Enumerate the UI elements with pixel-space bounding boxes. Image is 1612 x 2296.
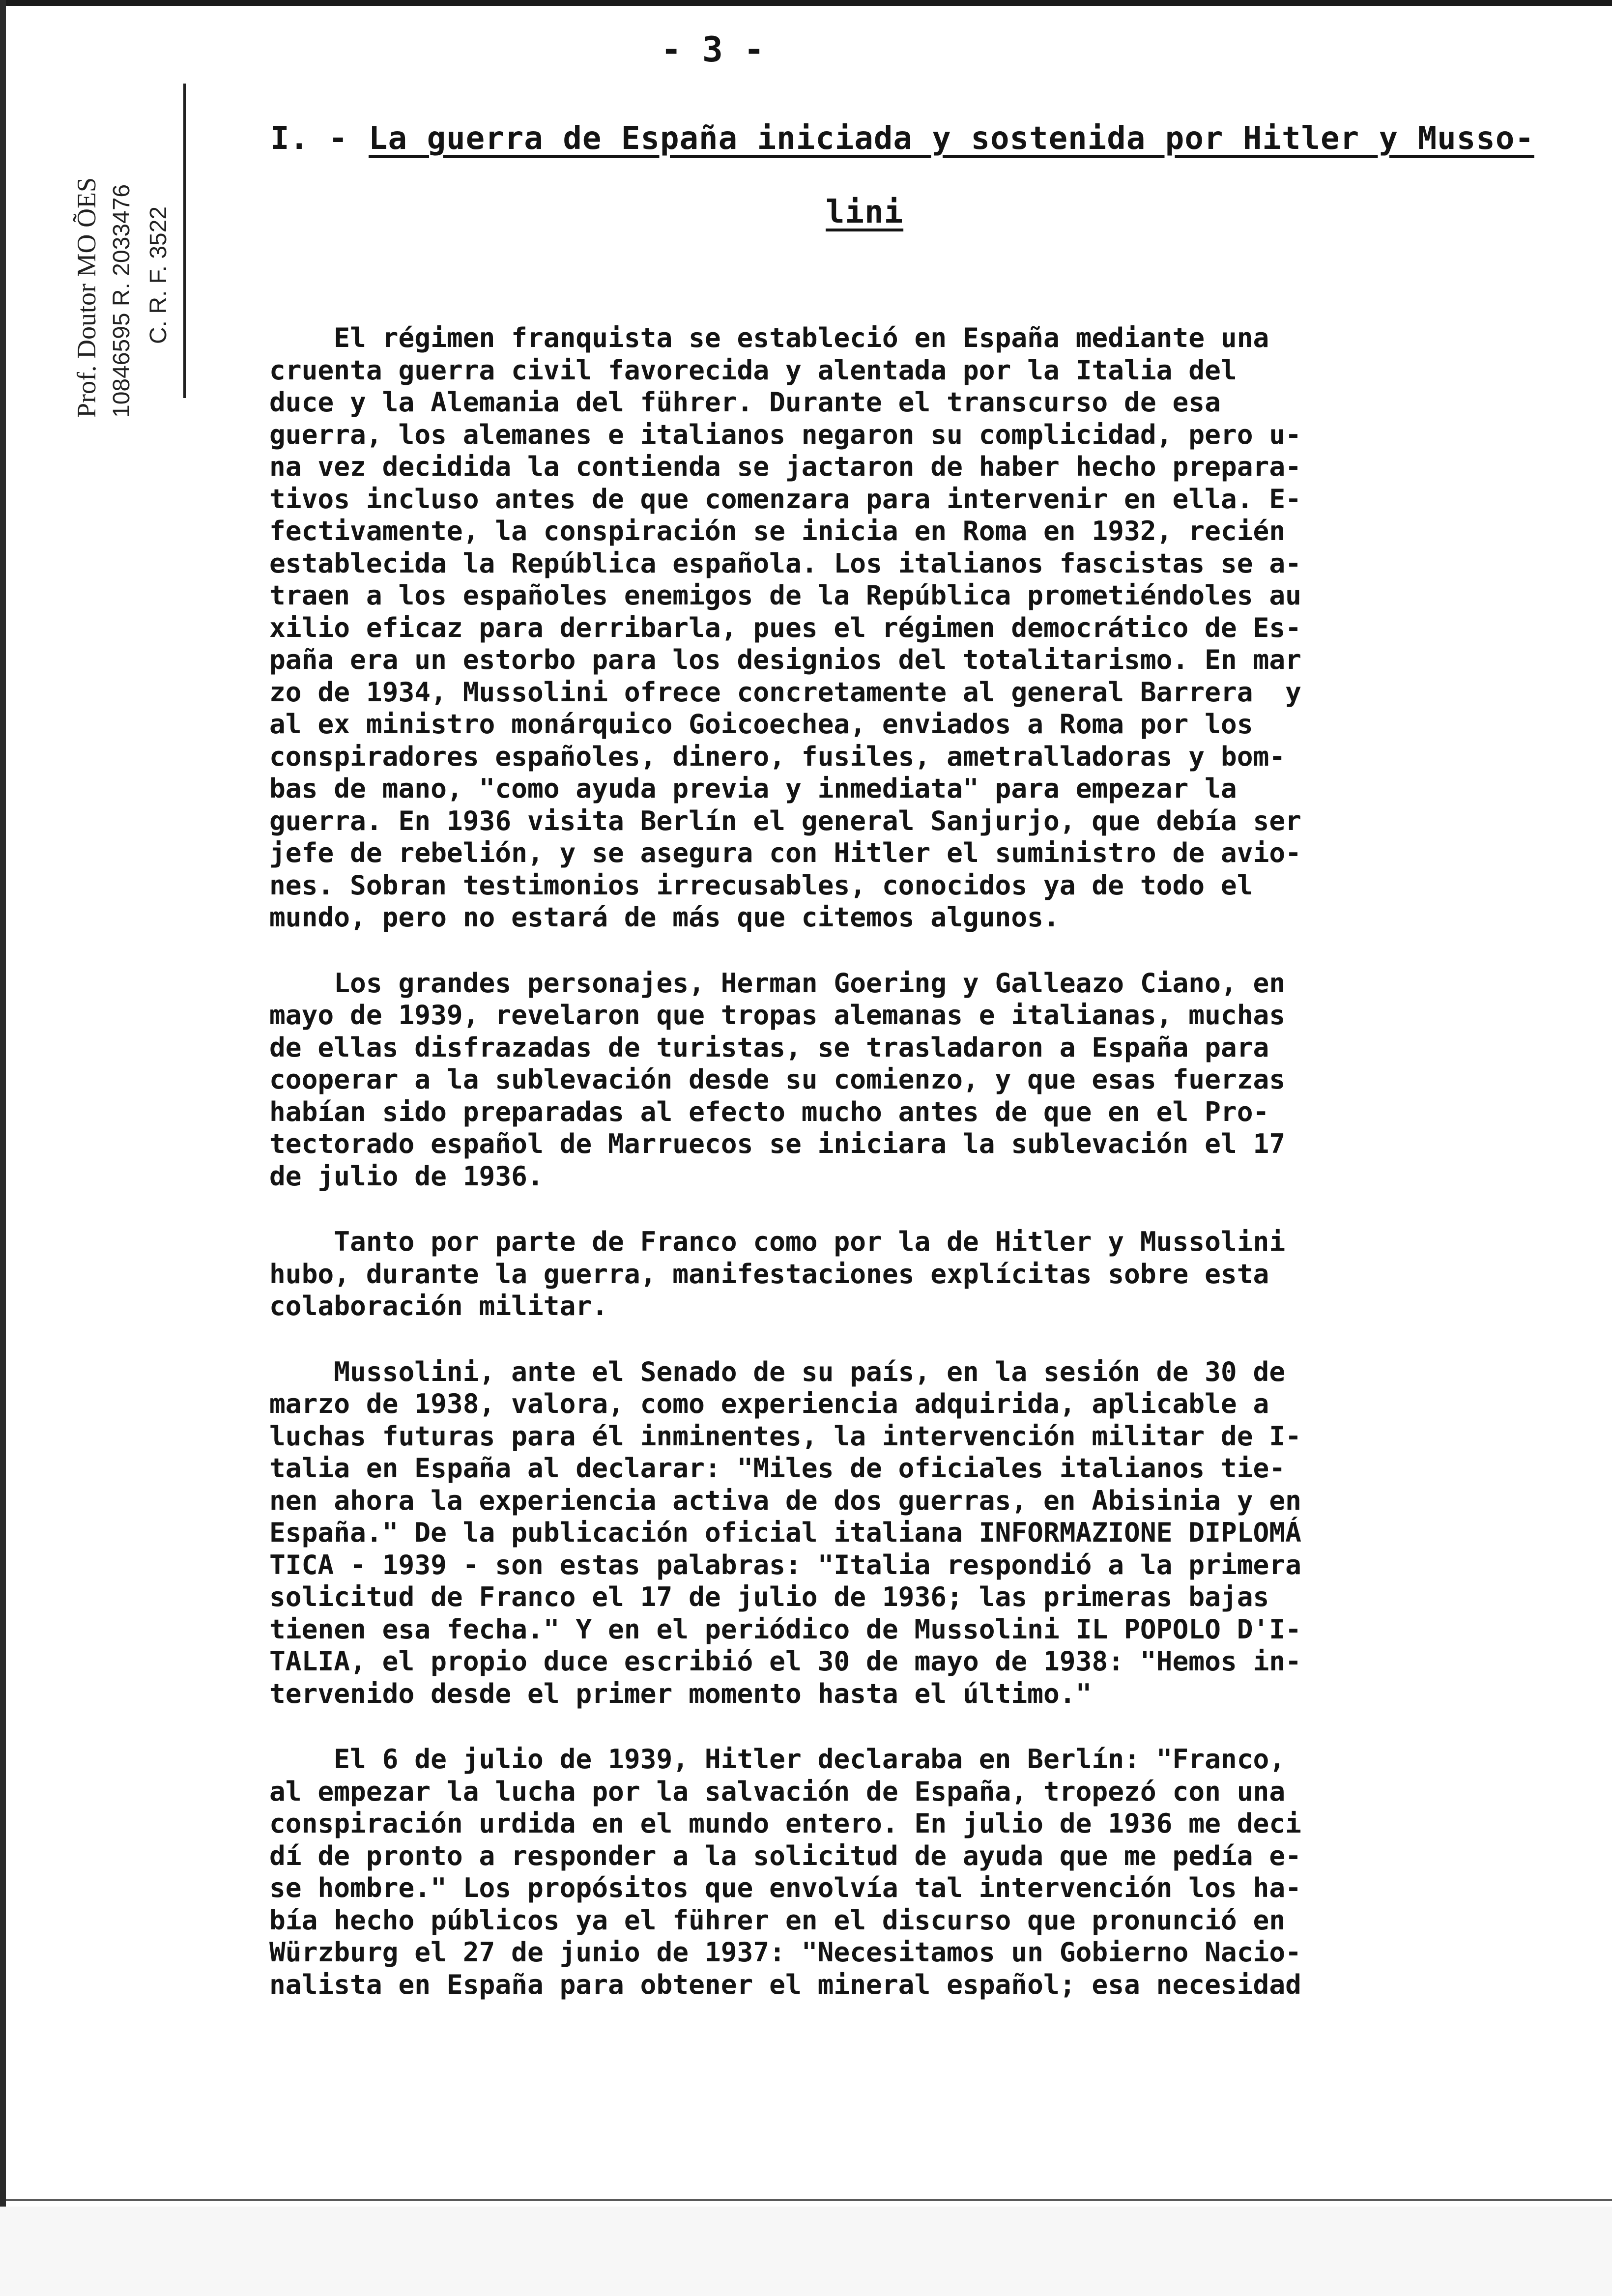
paragraph — [269, 967, 1547, 1193]
text-line: cooperar a la sublevación desde su comienzo, y que esas fuerzas — [269, 1063, 1286, 1095]
scan-left-border — [0, 0, 6, 2296]
stamp-line-1: Prof. Doutor MO ÕES — [72, 177, 101, 418]
text-line: dí de pronto a responder a la solicitud de ayuda que me pedía e- — [269, 1839, 1301, 1871]
paragraph — [269, 1356, 1547, 1710]
text-line: marzo de 1938, valora, como experiencia adquirida, aplicable a — [269, 1388, 1269, 1419]
text-line: talia en España al declarar: "Miles de oficiales italianos tie- — [269, 1452, 1286, 1484]
stamp-rule — [183, 84, 186, 398]
text-line: colaboración militar. — [269, 1290, 608, 1321]
text-line: de ellas disfrazadas de turistas, se trasladaron a España para — [269, 1031, 1269, 1063]
text-line: guerra, los alemanes e italianos negaron su complicidad, pero u- — [269, 418, 1301, 450]
text-line: nalista en España para obtener el mineral español; esa necesidad — [269, 1968, 1301, 2000]
text-line: al empezar la lucha por la salvación de España, tropezó con una — [269, 1775, 1286, 1807]
text-line: nes. Sobran testimonios irrecusables, conocidos ya de todo el — [269, 869, 1253, 901]
text-line: al ex ministro monárquico Goicoechea, enviados a Roma por los — [269, 708, 1253, 740]
scan-margin-band — [0, 2207, 1612, 2296]
text-line: hubo, durante la guerra, manifestaciones explícitas sobre esta — [269, 1258, 1269, 1290]
stamp-line-2: 10846595 R. 2033476 — [109, 184, 135, 418]
text-line: Tanto por parte de Franco como por la de Hitler y Mussolini — [269, 1226, 1286, 1257]
text-line: Würzburg el 27 de junio de 1937: "Necesitamos un Gobierno Nacio- — [269, 1936, 1301, 1968]
paragraph-gap — [269, 934, 1547, 967]
text-line: paña era un estorbo para los designios del totalitarismo. En mar — [269, 644, 1301, 675]
heading-line-2: lini — [826, 194, 904, 230]
text-line: Los grandes personajes, Herman Goering y Galleazo Ciano, en — [269, 967, 1286, 999]
text-line: TALIA, el propio duce escribió el 30 de mayo de 1938: "Hemos in- — [269, 1645, 1301, 1677]
scan-top-border — [0, 0, 1612, 6]
heading-line-1: La guerra de España iniciada y sostenida por Hitler y Musso- — [369, 120, 1534, 157]
text-line: na vez decidida la contienda se jactaron de haber hecho prepara- — [269, 451, 1301, 482]
text-line: mundo, pero no estará de más que citemos algunos. — [269, 901, 1060, 933]
page-number: - 3 - — [661, 29, 765, 70]
text-line: El régimen franquista se estableció en España mediante una — [269, 322, 1269, 353]
text-line: luchas futuras para él inminentes, la intervención militar de I- — [269, 1420, 1301, 1452]
text-line: duce y la Alemania del führer. Durante el transcurso de esa — [269, 386, 1221, 418]
text-line: El 6 de julio de 1939, Hitler declaraba en Berlín: "Franco, — [269, 1743, 1286, 1775]
text-line: bía hecho públicos ya el führer en el discurso que pronunció en — [269, 1904, 1286, 1936]
paragraph-gap — [269, 1322, 1547, 1356]
text-line: de julio de 1936. — [269, 1160, 544, 1192]
text-line: guerra. En 1936 visita Berlín el general Sanjurjo, que debía ser — [269, 804, 1301, 836]
text-line: fectivamente, la conspiración se inicia en Roma en 1932, recién — [269, 515, 1286, 546]
text-line: conspiración urdida en el mundo entero. En julio de 1936 me deci — [269, 1808, 1301, 1839]
text-line: conspiradores españoles, dinero, fusiles, ametralladoras y bom- — [269, 740, 1286, 772]
text-line: mayo de 1939, revelaron que tropas alemanas e italianas, muchas — [269, 999, 1286, 1031]
text-line: tectorado español de Marruecos se iniciara la sublevación el 17 — [269, 1128, 1286, 1159]
text-line: jefe de rebelión, y se asegura con Hitler el suministro de avio- — [269, 837, 1301, 868]
text-line: traen a los españoles enemigos de la República prometiéndoles au — [269, 579, 1301, 611]
text-line: tienen esa fecha." Y en el periódico de Mussolini IL POPOLO D'I- — [269, 1613, 1301, 1645]
paragraph — [269, 1226, 1547, 1322]
paragraph-gap — [269, 1192, 1547, 1226]
document-body — [269, 322, 1547, 2001]
text-line: zo de 1934, Mussolini ofrece concretamente al general Barrera y — [269, 676, 1301, 708]
text-line: cruenta guerra civil favorecida y alentada por la Italia del — [269, 354, 1237, 386]
paragraph — [269, 322, 1547, 934]
text-line: solicitud de Franco el 17 de julio de 1936; las primeras bajas — [269, 1581, 1269, 1612]
heading-number: I. - — [270, 120, 348, 157]
paragraph — [269, 1743, 1547, 2001]
text-line: nen ahora la experiencia activa de dos guerras, en Abisinia y en — [269, 1484, 1301, 1516]
paragraph-gap — [269, 1710, 1547, 1743]
text-line: tivos incluso antes de que comenzara para intervenir en ella. E- — [269, 483, 1301, 515]
text-line: habían sido preparadas al efecto mucho antes de que en el Pro- — [269, 1095, 1269, 1127]
text-line: tervenido desde el primer momento hasta el último." — [269, 1677, 1092, 1709]
text-line: establecida la República española. Los italianos fascistas se a- — [269, 547, 1301, 579]
text-line: bas de mano, "como ayuda previa y inmediata" para empezar la — [269, 773, 1237, 804]
page-bottom-edge — [6, 2199, 1612, 2201]
text-line: se hombre." Los propósitos que envolvía tal intervención los ha- — [269, 1872, 1301, 1903]
stamp-line-3: C. R. F. 3522 — [145, 206, 172, 344]
text-line: España." De la publicación oficial italiana INFORMAZIONE DIPLOMÁ — [269, 1517, 1301, 1548]
text-line: TICA - 1939 - son estas palabras: "Italia respondió a la primera — [269, 1549, 1301, 1580]
text-line: Mussolini, ante el Senado de su país, en la sesión de 30 de — [269, 1355, 1286, 1387]
text-line: xilio eficaz para derribarla, pues el régimen democrático de Es- — [269, 611, 1301, 643]
archive-stamp — [0, 177, 310, 418]
